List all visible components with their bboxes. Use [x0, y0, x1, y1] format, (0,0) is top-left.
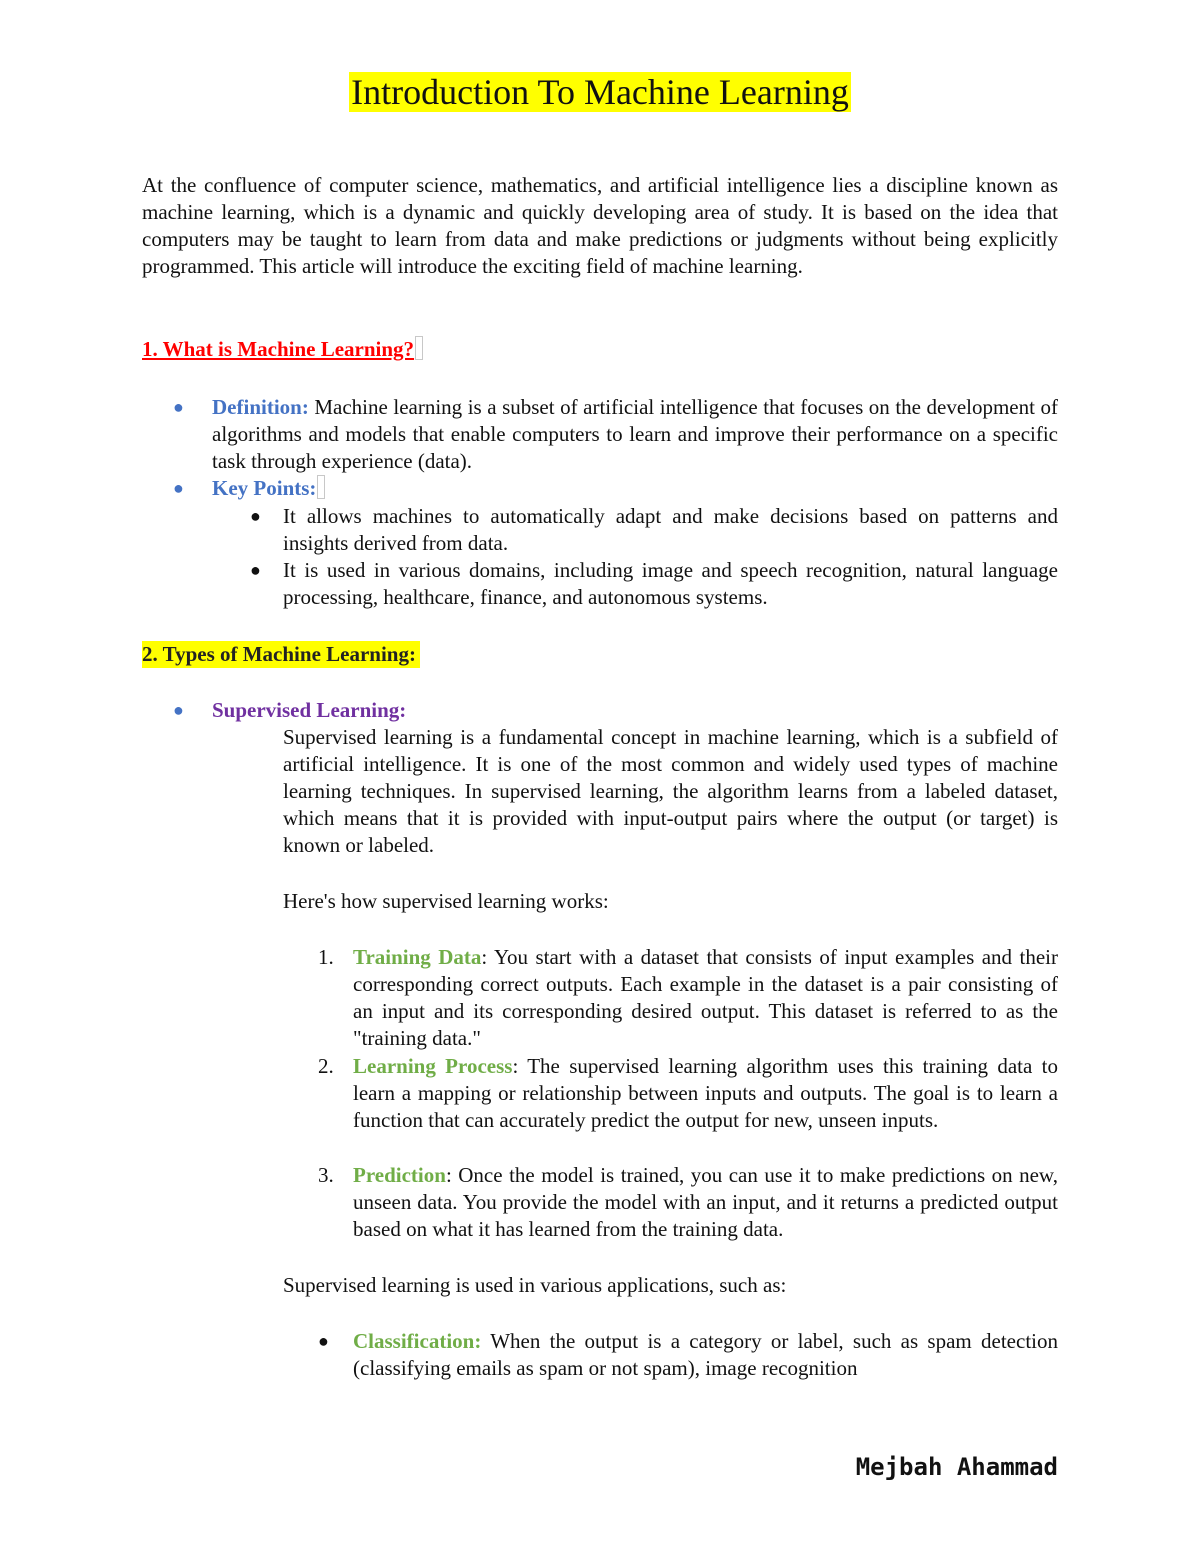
step-number: 1. — [318, 945, 334, 969]
section2-heading: 2. Types of Machine Learning: — [142, 641, 420, 668]
step-label: Learning Process — [353, 1054, 513, 1078]
step-item — [353, 944, 1058, 1052]
text-cursor-marker — [317, 475, 325, 499]
keypoint-item: It allows machines to automatically adapt and make decisions based on patterns and insights derived from data. — [283, 504, 1058, 555]
classification-label: Classification: — [353, 1329, 482, 1353]
keypoint-item: It is used in various domains, including image and speech recognition, natural language processing, healthcare, finance, and autonomous systems. — [283, 558, 1058, 609]
step-label: Training Data — [353, 945, 482, 969]
how-intro: Here's how supervised learning works: — [283, 889, 609, 913]
step-text: : Once the model is trained, you can use it to make predictions on new, unseen data. You provide the model with an input, and it returns a predicted output based on what it has learned from the training data. — [353, 1163, 1058, 1241]
section1-heading-text: 1. What is Machine Learning? — [142, 337, 415, 361]
classification-item — [353, 1328, 1058, 1382]
supervised-paragraph: Supervised learning is a fundamental concept in machine learning, which is a subfield of artificial intelligence. It is one of the most common and widely used types of machine learning techniques. In supervised learning, the algorithm learns from a labeled dataset, which means that it is provided with input-output pairs where the output (or target) is known or labeled. — [283, 725, 1058, 857]
applications-intro: Supervised learning is used in various applications, such as: — [283, 1273, 787, 1297]
step-number: 2. — [318, 1054, 334, 1078]
bullet-icon: ● — [173, 397, 184, 417]
bullet-icon: ● — [173, 700, 184, 720]
step-text: : The supervised learning algorithm uses this training data to learn a mapping or relationship between inputs and outputs. The goal is to learn a function that can accurately predict the output for new, unseen inputs. — [353, 1054, 1058, 1132]
bullet-icon: ● — [318, 1331, 329, 1351]
step-number: 3. — [318, 1163, 334, 1187]
step-item — [353, 1053, 1058, 1134]
intro-paragraph: At the confluence of computer science, mathematics, and artificial intelligence lies a discipline known as machine learning, which is a dynamic and quickly developing area of study. It is based on the idea that computers may be taught to learn from data and make predictions or judgments without being explicitly programmed. This article will introduce the exciting field of machine learning. — [142, 173, 1058, 278]
section1-heading — [142, 336, 423, 363]
text-cursor-marker — [415, 336, 423, 360]
bullet-icon: ● — [250, 506, 261, 526]
keypoints-item — [212, 475, 325, 502]
step-item — [353, 1162, 1058, 1243]
supervised-label — [212, 697, 406, 724]
document-title — [0, 70, 1200, 114]
title-text: Introduction To Machine Learning — [351, 72, 849, 112]
bullet-icon: ● — [250, 560, 261, 580]
definition-text: Machine learning is a subset of artificial intelligence that focuses on the development of algorithms and models that enable computers to learn and improve their performance on a specific task through experience (data). — [212, 395, 1058, 473]
definition-item — [212, 394, 1058, 475]
step-text: : You start with a dataset that consists of input examples and their corresponding correct outputs. Each example in the dataset is a pair consisting of an input and its corresponding desired output. This dataset is referred to as the "training data." — [353, 945, 1058, 1050]
classification-text: When the output is a category or label, such as spam detection (classifying emails as spam or not spam), image recognition — [353, 1329, 1058, 1380]
definition-label: Definition: — [212, 395, 309, 419]
author-footer: Mejbah Ahammad — [855, 1453, 1058, 1481]
supervised-label-text: Supervised Learning: — [212, 698, 407, 722]
step-label: Prediction — [353, 1163, 446, 1187]
keypoints-label: Key Points: — [212, 476, 317, 500]
bullet-icon: ● — [173, 478, 184, 498]
